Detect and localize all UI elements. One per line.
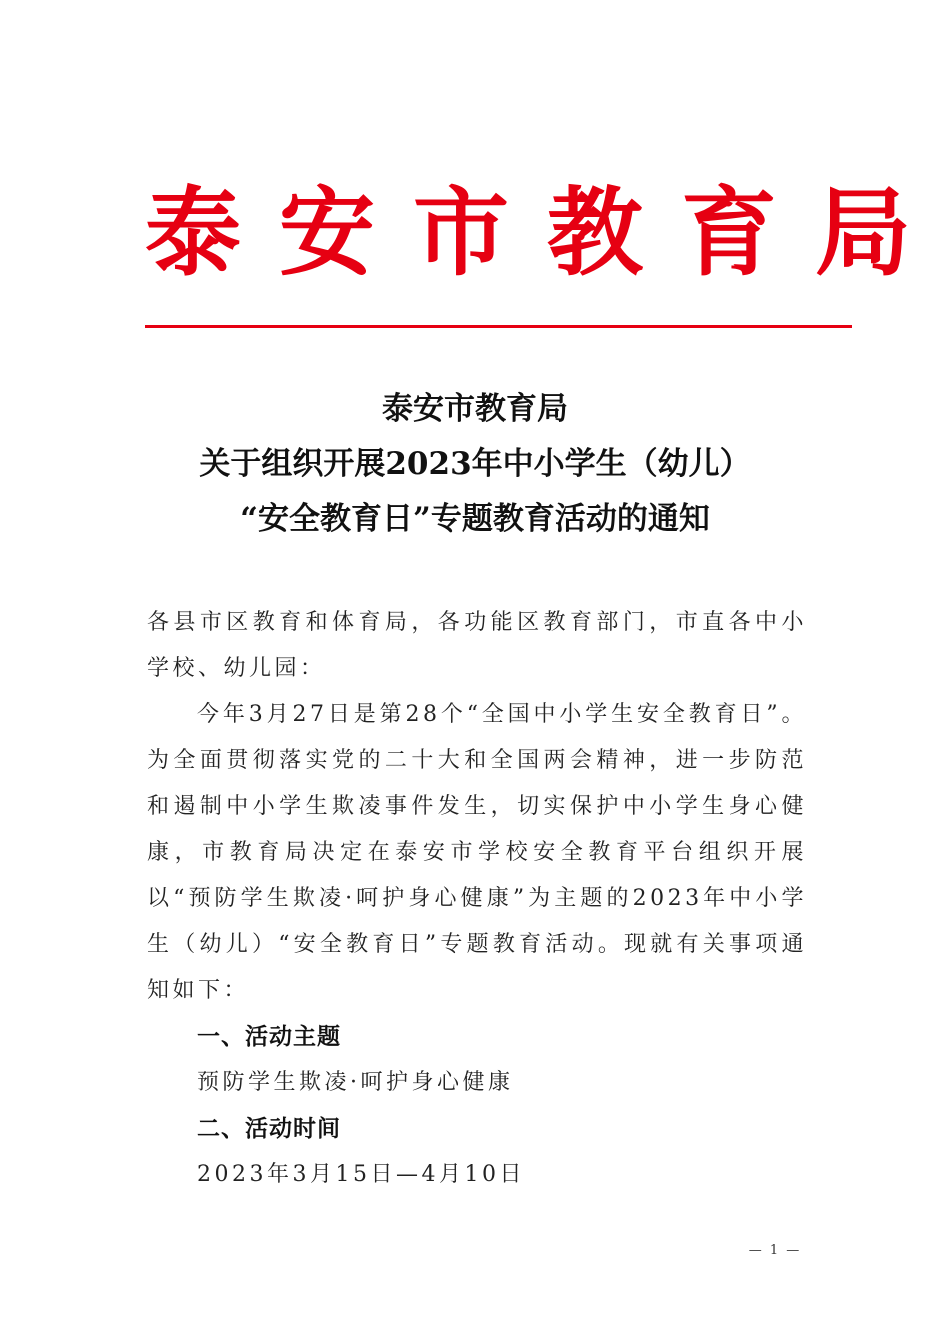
title-line-1: 泰安市教育局	[382, 391, 568, 427]
letterhead-org-name: 泰安市教育局	[145, 176, 949, 289]
title-line-3: “安全教育日”专题教育活动的通知	[240, 501, 710, 537]
page-number: — 1 —	[748, 1243, 802, 1258]
document-body	[147, 600, 807, 1198]
section-2-heading: 二、活动时间	[197, 1116, 341, 1142]
title-line-2: 关于组织开展2023年中小学生（幼儿）	[199, 446, 751, 482]
section-1-heading: 一、活动主题	[197, 1024, 341, 1050]
document-title	[120, 382, 830, 547]
letterhead-red-rule	[145, 325, 852, 328]
salutation: 各县市区教育和体育局，各功能区教育部门，市直各中小学校、幼儿园：	[147, 610, 807, 681]
section-1-content: 预防学生欺凌·呵护身心健康	[197, 1070, 514, 1095]
section-2-content: 2023年3月15日—4月10日	[197, 1162, 525, 1187]
intro-paragraph: 今年3月27日是第28个“全国中小学生安全教育日”。为全面贯彻落实党的二十大和全国两会精神，进一步防范和遏制中小学生欺凌事件发生，切实保护中小学生身心健康，市教育局决定在泰安市学校安全教育平台组织开展以“预防学生欺凌·呵护身心健康”为主题的2023年中小学生（幼儿）“安全教育日”专题教育活动。现就有关事项通知如下：	[147, 702, 807, 1003]
